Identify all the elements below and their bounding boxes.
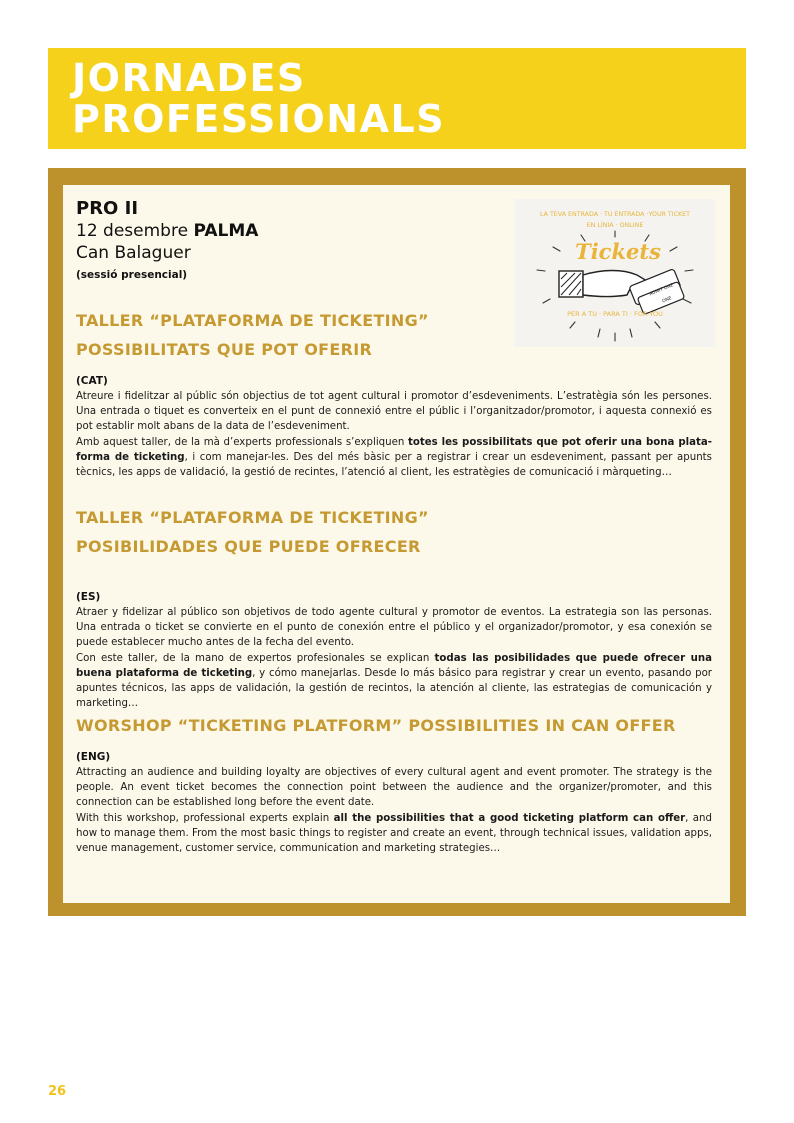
ticket-stub-text-2: ONE bbox=[661, 296, 673, 305]
es-paragraph-2-bold: todas las posibilidades que puede ofrecer una buena plataforma de ticketing bbox=[76, 652, 712, 679]
cat-body bbox=[76, 389, 712, 480]
es-paragraph-1: Atraer y fidelizar al público son objetivos de todo agente cultural y promotor de eventos. La estrategia son las personas. Una entrada o ticket se convierte en el punto de conexión entre el público y el organizador/promotor, y esa conexión se puede establecer mucho antes de la fecha del evento. bbox=[76, 607, 712, 649]
page-title bbox=[72, 58, 445, 140]
es-lang-label: (ES) bbox=[76, 591, 101, 603]
event-venue: Can Balaguer bbox=[76, 243, 191, 263]
cat-paragraph-1: Atreure i fidelitzar al públic són objectius de tot agent cultural i promotor d’esdeveniments. L’estratègia són les persones. Una entrada o tiquet es converteix en el punt de connexió entre el públic i l’organitzador/promotor, i aquesta connexió es pot establir molt abans de la data de l’esdeveniment. bbox=[76, 391, 712, 433]
cat-paragraph-2-bold: totes les possibilitats que pot oferir una bona plataforma de ticketing bbox=[76, 436, 713, 463]
tickets-illustration-art bbox=[515, 199, 715, 347]
illustration-bottom-text: PER A TU · PARA TI · FOR YOU bbox=[567, 310, 663, 318]
cat-lang-label: (CAT) bbox=[76, 375, 108, 387]
eng-heading: WORSHOP “TICKETING PLATFORM” POSSIBILITIES IN CAN OFFER bbox=[76, 716, 676, 735]
event-city: PALMA bbox=[193, 221, 259, 241]
eng-paragraph-1: Attracting an audience and building loyalty are objectives of every cultural agent and event promoter. The strategy is the people. An event ticket becomes the connection point between the audience and the organizer/promoter, and this connection can be established long before the event date. bbox=[76, 767, 712, 809]
page-title-line2: PROFESSIONALS bbox=[72, 97, 446, 141]
es-heading-1: TALLER “PLATAFORMA DE TICKETING” bbox=[76, 508, 429, 527]
eng-paragraph-2c: , and how to manage them. From the most basic things to register and create an event, through technical issues, validation apps, venue management, customer service, communication and marketing strategies… bbox=[76, 812, 712, 855]
es-body bbox=[76, 605, 712, 711]
header-banner bbox=[48, 48, 746, 149]
illustration-top-text: LA TEVA ENTRADA · TU ENTRADA ·YOUR TICKET bbox=[540, 211, 690, 218]
eng-body bbox=[76, 765, 712, 856]
event-date bbox=[76, 220, 258, 242]
eng-lang-label: (ENG) bbox=[76, 751, 111, 763]
es-heading-2: POSIBILIDADES QUE PUEDE OFRECER bbox=[76, 537, 421, 556]
event-card-frame bbox=[48, 168, 746, 916]
event-title: PRO II bbox=[76, 198, 139, 219]
cat-paragraph-2a: Amb aquest taller, de la mà d’experts professionals s’expliquen bbox=[76, 436, 408, 448]
illustration-mid-text: EN LÍNIA · ONLINE bbox=[586, 222, 644, 229]
page-title-line1: JORNADES bbox=[72, 56, 306, 100]
es-paragraph-2a: Con este taller, de la mano de expertos profesionales se explican bbox=[76, 652, 435, 664]
event-card bbox=[63, 185, 730, 903]
cat-heading-2: POSSIBILITATS QUE POT OFERIR bbox=[76, 340, 373, 359]
event-mode: (sessió presencial) bbox=[76, 269, 188, 281]
ticket-stub-text: ADMIT ONE bbox=[648, 283, 675, 298]
page-number: 26 bbox=[48, 1084, 67, 1099]
illustration-word: Tickets bbox=[575, 239, 661, 264]
cat-paragraph-2c: , i com manejar-les. Des del més bàsic per a registrar i crear un esdeveniment, passant per apunts tècnics, les apps de validació, la gestió de recintes, l’atenció al client, les estratègies de comunicació i màrqueting… bbox=[76, 451, 712, 479]
es-paragraph-2c: , y cómo manejarlas. Desde lo más básico para registrar y crear un evento, pasando por apuntes técnicos, las apps de validación, la gestión de recintos, la atención al cliente, las estrategias de comunicación y marketing… bbox=[76, 667, 712, 710]
eng-paragraph-2a: With this workshop, professional experts explain bbox=[76, 812, 334, 824]
cat-heading-1: TALLER “PLATAFORMA DE TICKETING” bbox=[76, 311, 429, 330]
tickets-illustration bbox=[515, 199, 715, 347]
eng-paragraph-2-bold: all the possibilities that a good ticketing platform can offer bbox=[333, 812, 686, 824]
event-day: 12 desembre bbox=[76, 221, 189, 241]
